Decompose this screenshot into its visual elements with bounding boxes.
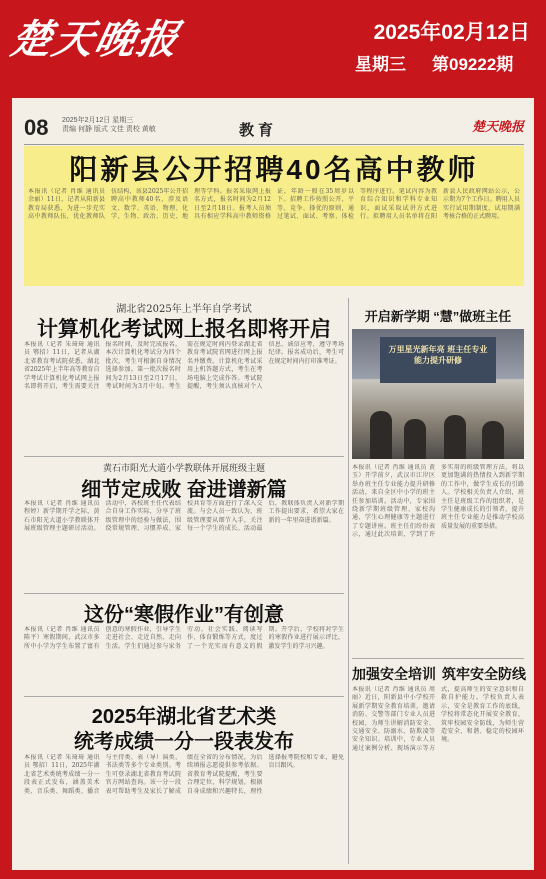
exam-body: 本报讯（记者 朱琦琦 通讯员 鄂招）11日，记者从湖北省教育考试院获悉，湖北省2025年上半年高等教育自学考试计算机化考试网上报名即将开启，考生需要关注报名时间，及时完成报名。本次计算机化考试分为四个批次，考生可根据自身情况选择参加。第一批次报名时间为2月13日至2月17日，考试时间为3月中旬。考生需在规定时间内登录湖北省教育考试院官网进行网上报名并缴费。计算机化考试采用上机答题方式，考生在考场电脑上完成作答。考试院提醒，考生须认真核对个人信息，诚信应考，遵守考场纪律。报名成功后，考生可在规定时间内打印准考证。 (24, 341, 344, 391)
page-meta (62, 116, 156, 134)
section-rule (24, 593, 344, 594)
art-headline-line2[interactable]: 统考成绩一分一段表发布 (74, 731, 294, 753)
mini-logo: 楚天晚报 (471, 120, 524, 135)
section-rule (24, 696, 344, 697)
exam-kicker: 湖北省2025年上半年自学考试 (116, 304, 252, 315)
column-divider (348, 298, 349, 864)
masthead (0, 0, 546, 92)
exam-headline[interactable]: 计算机化考试网上报名即将开启 (37, 318, 331, 341)
photo-person (404, 419, 426, 459)
issue-number: 第09222期 (432, 55, 514, 74)
issue-weekday: 星期三 (355, 55, 406, 74)
photo-board-text: 万里星光新年亮 班主任专业能力提升研修 (388, 344, 488, 365)
safety-headline-left[interactable]: 加强安全培训 (352, 666, 436, 682)
detail-headline[interactable]: 细节定成败 奋进谱新篇 (81, 479, 287, 501)
page-header (24, 112, 524, 145)
page-number: 08 (24, 115, 49, 140)
page-meta-editors: 责编 何静 版式 文佳 责校 黄敏 (62, 126, 156, 133)
art-headline-line1[interactable]: 2025年湖北省艺术类 (91, 706, 277, 728)
section-rule (352, 658, 524, 659)
classroom-body: 本报讯（记者 肖维 通讯员 黄玉）开学前夕，武汉市江岸区举办班主任专业能力提升研修活动，来自全区中小学的班主任参加培训。活动中，专家围绕新学期班级管理、家校沟通、学生心理健康等主题进行了专题讲座。班主任们纷纷表示，通过此次培训，学到了许多实用的班级管理方法，将以更加饱满的热情投入到新学期的工作中，做学生成长的引路人。学校相关负责人介绍，班主任是班级工作的组织者，是学生健康成长的引领者，提升班主任专业能力是推动学校高质量发展的重要举措。 (352, 464, 524, 539)
detail-body: 本报讯（记者 肖维 通讯员 程婷）新学期开学之际，黄石市阳光大道小学教联体开展班级管理主题研讨活动。活动中，各校班主任代表结合自身工作实际，分享了班级管理中的经验与做法，围绕常规管理、习惯养成、家校共育等方面进行了深入交流。与会人员一致认为，班级管理要从细节入手，关注每一个学生的成长。活动最后，教联体负责人对新学期工作提出要求，希望大家在新的一年里奋进谱新篇。 (24, 500, 344, 533)
page-meta-date: 2025年2月12日 星期三 (62, 117, 134, 124)
safety-body: 本报讯（记者 肖维 通讯员 周丽）近日，阳新县中小学校开展新学期安全教育培训，邀请消防、交警等部门专业人员进校园，为师生讲解消防安全、交通安全、防溺水、防欺凌等安全知识。培训中，专业人员通过案例分析、现场演示等方式，提高师生的安全意识和自救自护能力。学校负责人表示，安全是教育工作的底线，学校将常态化开展安全教育，筑牢校园安全防线，为师生营造安全、和谐、稳定的校园环境。 (352, 686, 524, 752)
classroom-photo[interactable] (352, 329, 524, 459)
photo-person (444, 415, 466, 459)
lead-headline: 阳新县公开招聘40名高中教师 (69, 154, 479, 185)
photo-person (370, 411, 392, 459)
lead-article[interactable] (24, 146, 524, 286)
classroom-headline[interactable]: 开启新学期 “慧”做班主任 (364, 309, 512, 324)
winter-headline[interactable]: 这份“寒假作业”有创意 (84, 604, 284, 626)
winter-body: 本报讯（记者 肖维 通讯员 陈平）寒假期间，武汉市多所中小学为学生布置了富有创意的寒假作业，引导学生走进社会、走近自然、走向生活。学生们通过参与家务劳动、社会实践、阅读写作、体育锻炼等方式，度过了一个充实而有意义的假期。开学后，学校将对学生的寒假作业进行展示评比，激发学生的学习兴趣。 (24, 626, 344, 650)
newspaper-page[interactable] (12, 98, 534, 870)
photo-person (482, 421, 504, 459)
safety-headline-right[interactable]: 筑牢安全防线 (442, 666, 526, 682)
detail-kicker: 黄石市阳光大道小学教联体开展班级主题 (102, 464, 265, 474)
newspaper-logo: 楚天晚报 (6, 16, 185, 63)
issue-date: 2025年02月12日 (373, 21, 530, 44)
section-title: 教育 (239, 121, 278, 139)
section-rule (24, 456, 344, 457)
art-body: 本报讯（记者 朱琦琦 通讯员 鄂招）11日，2025年湖北省艺术类统考成绩一分一段表正式发布，涵盖美术类、音乐类、舞蹈类、播音与主持类、表（导）演类、书法类等多个专业类别。考生可登录湖北省教育考试院官方网站查询。该一分一段表可帮助考生及家长了解成绩在全省的分布情况，为后续填报志愿提供参考依据。省教育考试院提醒，考生要合理定位，科学规划，根据自身成绩和兴趣特长，理性选择报考院校和专业，避免盲目跟风。 (24, 754, 344, 795)
lead-body: 本报讯（记者 肖维 通讯员 余丽）11日，记者从阳新县教育局获悉，为进一步充实高中教师队伍，优化教师队伍结构，该县2025年公开招聘高中教师40名，涉及语文、数学、英语、物理、化学、生物、政治、历史、地理等学科。报名采取网上报名方式，报名时间为2月12日至2月18日。报考人员须具有相应学科高中教师资格证，年龄一般在35周岁以下。招聘工作按照公开、平等、竞争、择优的原则，通过笔试、面试、考察、体检等程序进行。笔试内容为教育综合知识和学科专业知识，面试采取试讲方式进行。拟聘用人员名单将在阳新县人民政府网站公示，公示期为7个工作日。聘用人员实行试用期制度，试用期满考核合格的正式聘用。 (28, 188, 520, 221)
